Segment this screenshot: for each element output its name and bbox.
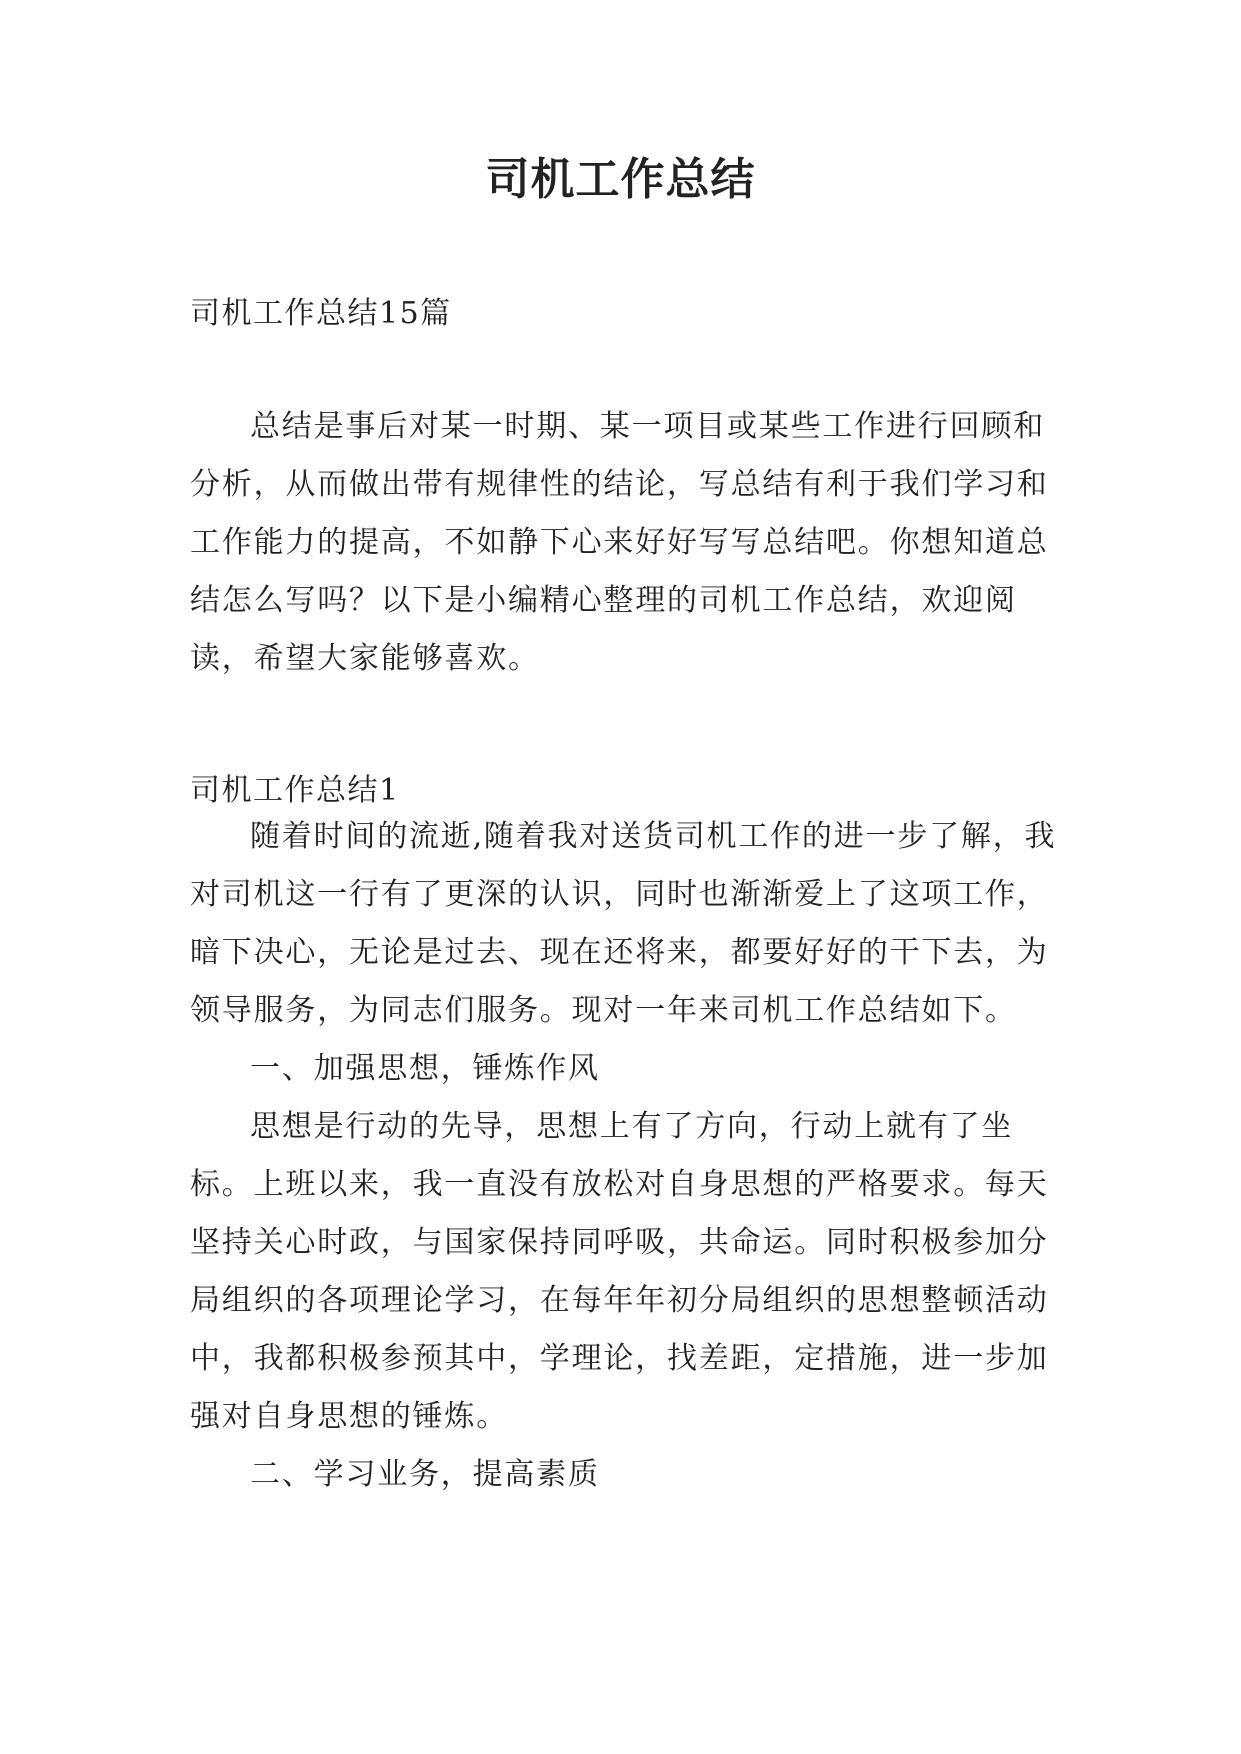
section-body [190,808,1060,1504]
subheading-study-business: 二、学习业务，提高素质 [250,1457,600,1492]
section-paragraph: 随着时间的流逝,随着我对送货司机工作的进一步了解，我对司机这一行有了更深的认识，同时也渐渐爱上了这项工作，暗下决心，无论是过去、现在还将来，都要好好的干下去，为领导服务，为同志们服务。现对一年来司机工作总结如下。 [190,819,1057,1028]
intro-paragraph: 总结是事后对某一时期、某一项目或某些工作进行回顾和分析，从而做出带有规律性的结论，写总结有利于我们学习和工作能力的提高，不如静下心来好好写写总结吧。你想知道总结怎么写吗？以下是小编精心整理的司机工作总结，欢迎阅读，希望大家能够喜欢。 [190,409,1049,676]
subheading-strengthen-thinking: 一、加强思想，锤炼作风 [250,1051,600,1086]
section-paragraph: 思想是行动的先导，思想上有了方向，行动上就有了坐标。上班以来，我一直没有放松对自身思想的严格要求。每天坚持关心时政，与国家保持同呼吸，共命运。同时积极参加分局组织的各项理论学习，在每年年初分局组织的思想整顿活动中，我都积极参预其中，学理论，找差距，定措施，进一步加强对自身思想的锤炼。 [190,1109,1049,1434]
document-subtitle: 司机工作总结15篇 [190,296,452,331]
section-heading: 司机工作总结1 [190,773,400,808]
document-title: 司机工作总结 [485,154,756,205]
